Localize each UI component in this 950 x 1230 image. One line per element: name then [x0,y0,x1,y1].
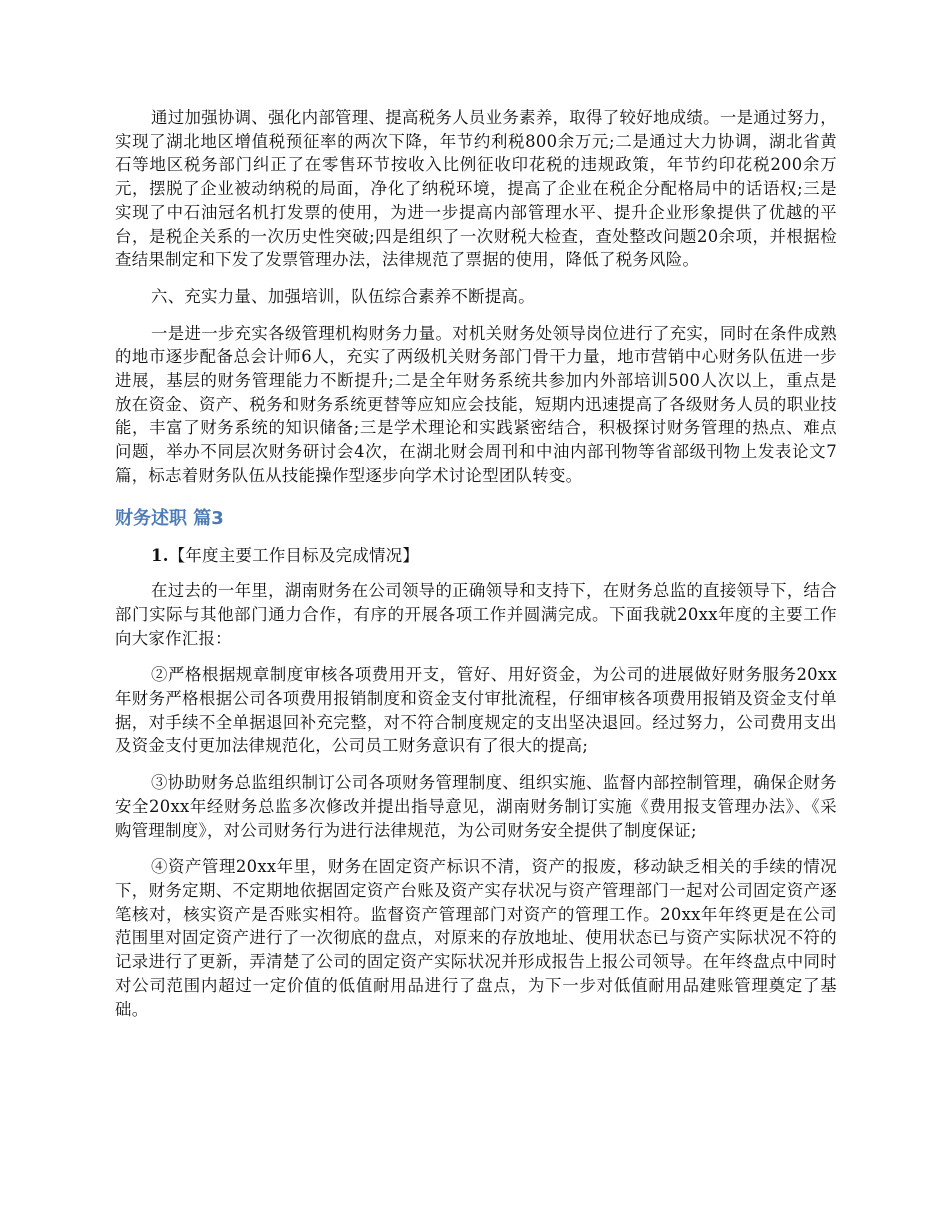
body-paragraph-intro: 在过去的一年里，湖南财务在公司领导的正确领导和支持下，在财务总监的直接领导下，结合部门实际与其他部门通力合作，有序的开展各项工作并圆满完成。下面我就20xx年度的主要工作向大家作汇报： [115,581,837,648]
body-paragraph-expense: ②严格根据规章制度审核各项费用开支，管好、用好资金，为公司的进展做好财务服务20xx年财务严格根据公司各项费用报销制度和资金支付审批流程，仔细审核各项费用报销及资金支付单据，对手续不全单据退回补充完整，对不符合制度规定的支出坚决退回。经过努力，公司费用支出及资金支付更加法律规范化，公司员工财务意识有了很大的提高; [115,665,837,756]
section-heading: 财务述职 篇3 [115,507,224,529]
body-paragraph-staffing: 一是进一步充实各级管理机构财务力量。对机关财务处领导岗位进行了充实，同时在条件成熟的地市逐步配备总会计师6人，充实了两级机关财务部门骨干力量，地市营销中心财务队伍进一步进展，基层的财务管理能力不断提升;二是全年财务系统共参加内外部培训500人次以上，重点是放在资金、资产、税务和财务系统更替等应知应会技能，短期内迅速提高了各级财务人员的职业技能，丰富了财务系统的知识储备;三是学术理论和实践紧密结合，积极探讨财务管理的热点、难点问题，举办不同层次财务研讨会4次，在湖北财会周刊和中油内部刊物等省部级刊物上发表论文7篇，标志着财务队伍从技能操作型逐步向学术讨论型团队转变。 [115,323,837,485]
subsection-number: 1. [151,545,169,565]
subsection-title [115,544,837,568]
subsection-label: 【年度主要工作目标及完成情况】 [168,545,420,565]
body-paragraph-control: ③协助财务总监组织制订公司各项财务管理制度、组织实施、监督内部控制管理，确保企财务安全20xx年经财务总监多次修改并提出指导意见，湖南财务制订实施《费用报支管理办法》、《采购管理制度》，对公司财务行为进行法律规范，为公司财务安全提供了制度保证; [115,773,837,840]
section-six-title: 六、充实力量、加强培训，队伍综合素养不断提高。 [151,286,535,306]
body-paragraph-tax: 通过加强协调、强化内部管理、提高税务人员业务素养，取得了较好地成绩。一是通过努力，实现了湖北地区增值税预征率的两次下降，年节约利税800余万元;二是通过大力协调，湖北省黄石等地区税务部门纠正了在零售环节按收入比例征收印花税的违规政策，年节约印花税200余万元，摆脱了企业被动纳税的局面，净化了纳税环境，提高了企业在税企分配格局中的话语权;三是实现了中石油冠名机打发票的使用，为进一步提高内部管理水平、提升企业形象提供了优越的平台，是税企关系的一次历史性突破;四是组织了一次财税大检查，查处整改问题20余项，并根据检查结果制定和下发了发票管理办法，法律规范了票据的使用，降低了税务风险。 [115,108,837,270]
document-page [115,106,837,1034]
body-paragraph-assets: ④资产管理20xx年里，财务在固定资产标识不清，资产的报废，移动缺乏相关的手续的情况下，财务定期、不定期地依据固定资产台账及资产实存状况与资产管理部门一起对公司固定资产逐笔核对，核实资产是否账实相符。监督资产管理部门对资产的管理工作。20xx年年终更是在公司范围里对固定资产进行了一次彻底的盘点，对原来的存放地址、使用状态已与资产实际状况不符的记录进行了更新，弄清楚了公司的固定资产实际状况并形成报告上报公司领导。在年终盘点中同时对公司范围内超过一定价值的低值耐用品进行了盘点，为下一步对低值耐用品建账管理奠定了基础。 [115,857,837,1019]
